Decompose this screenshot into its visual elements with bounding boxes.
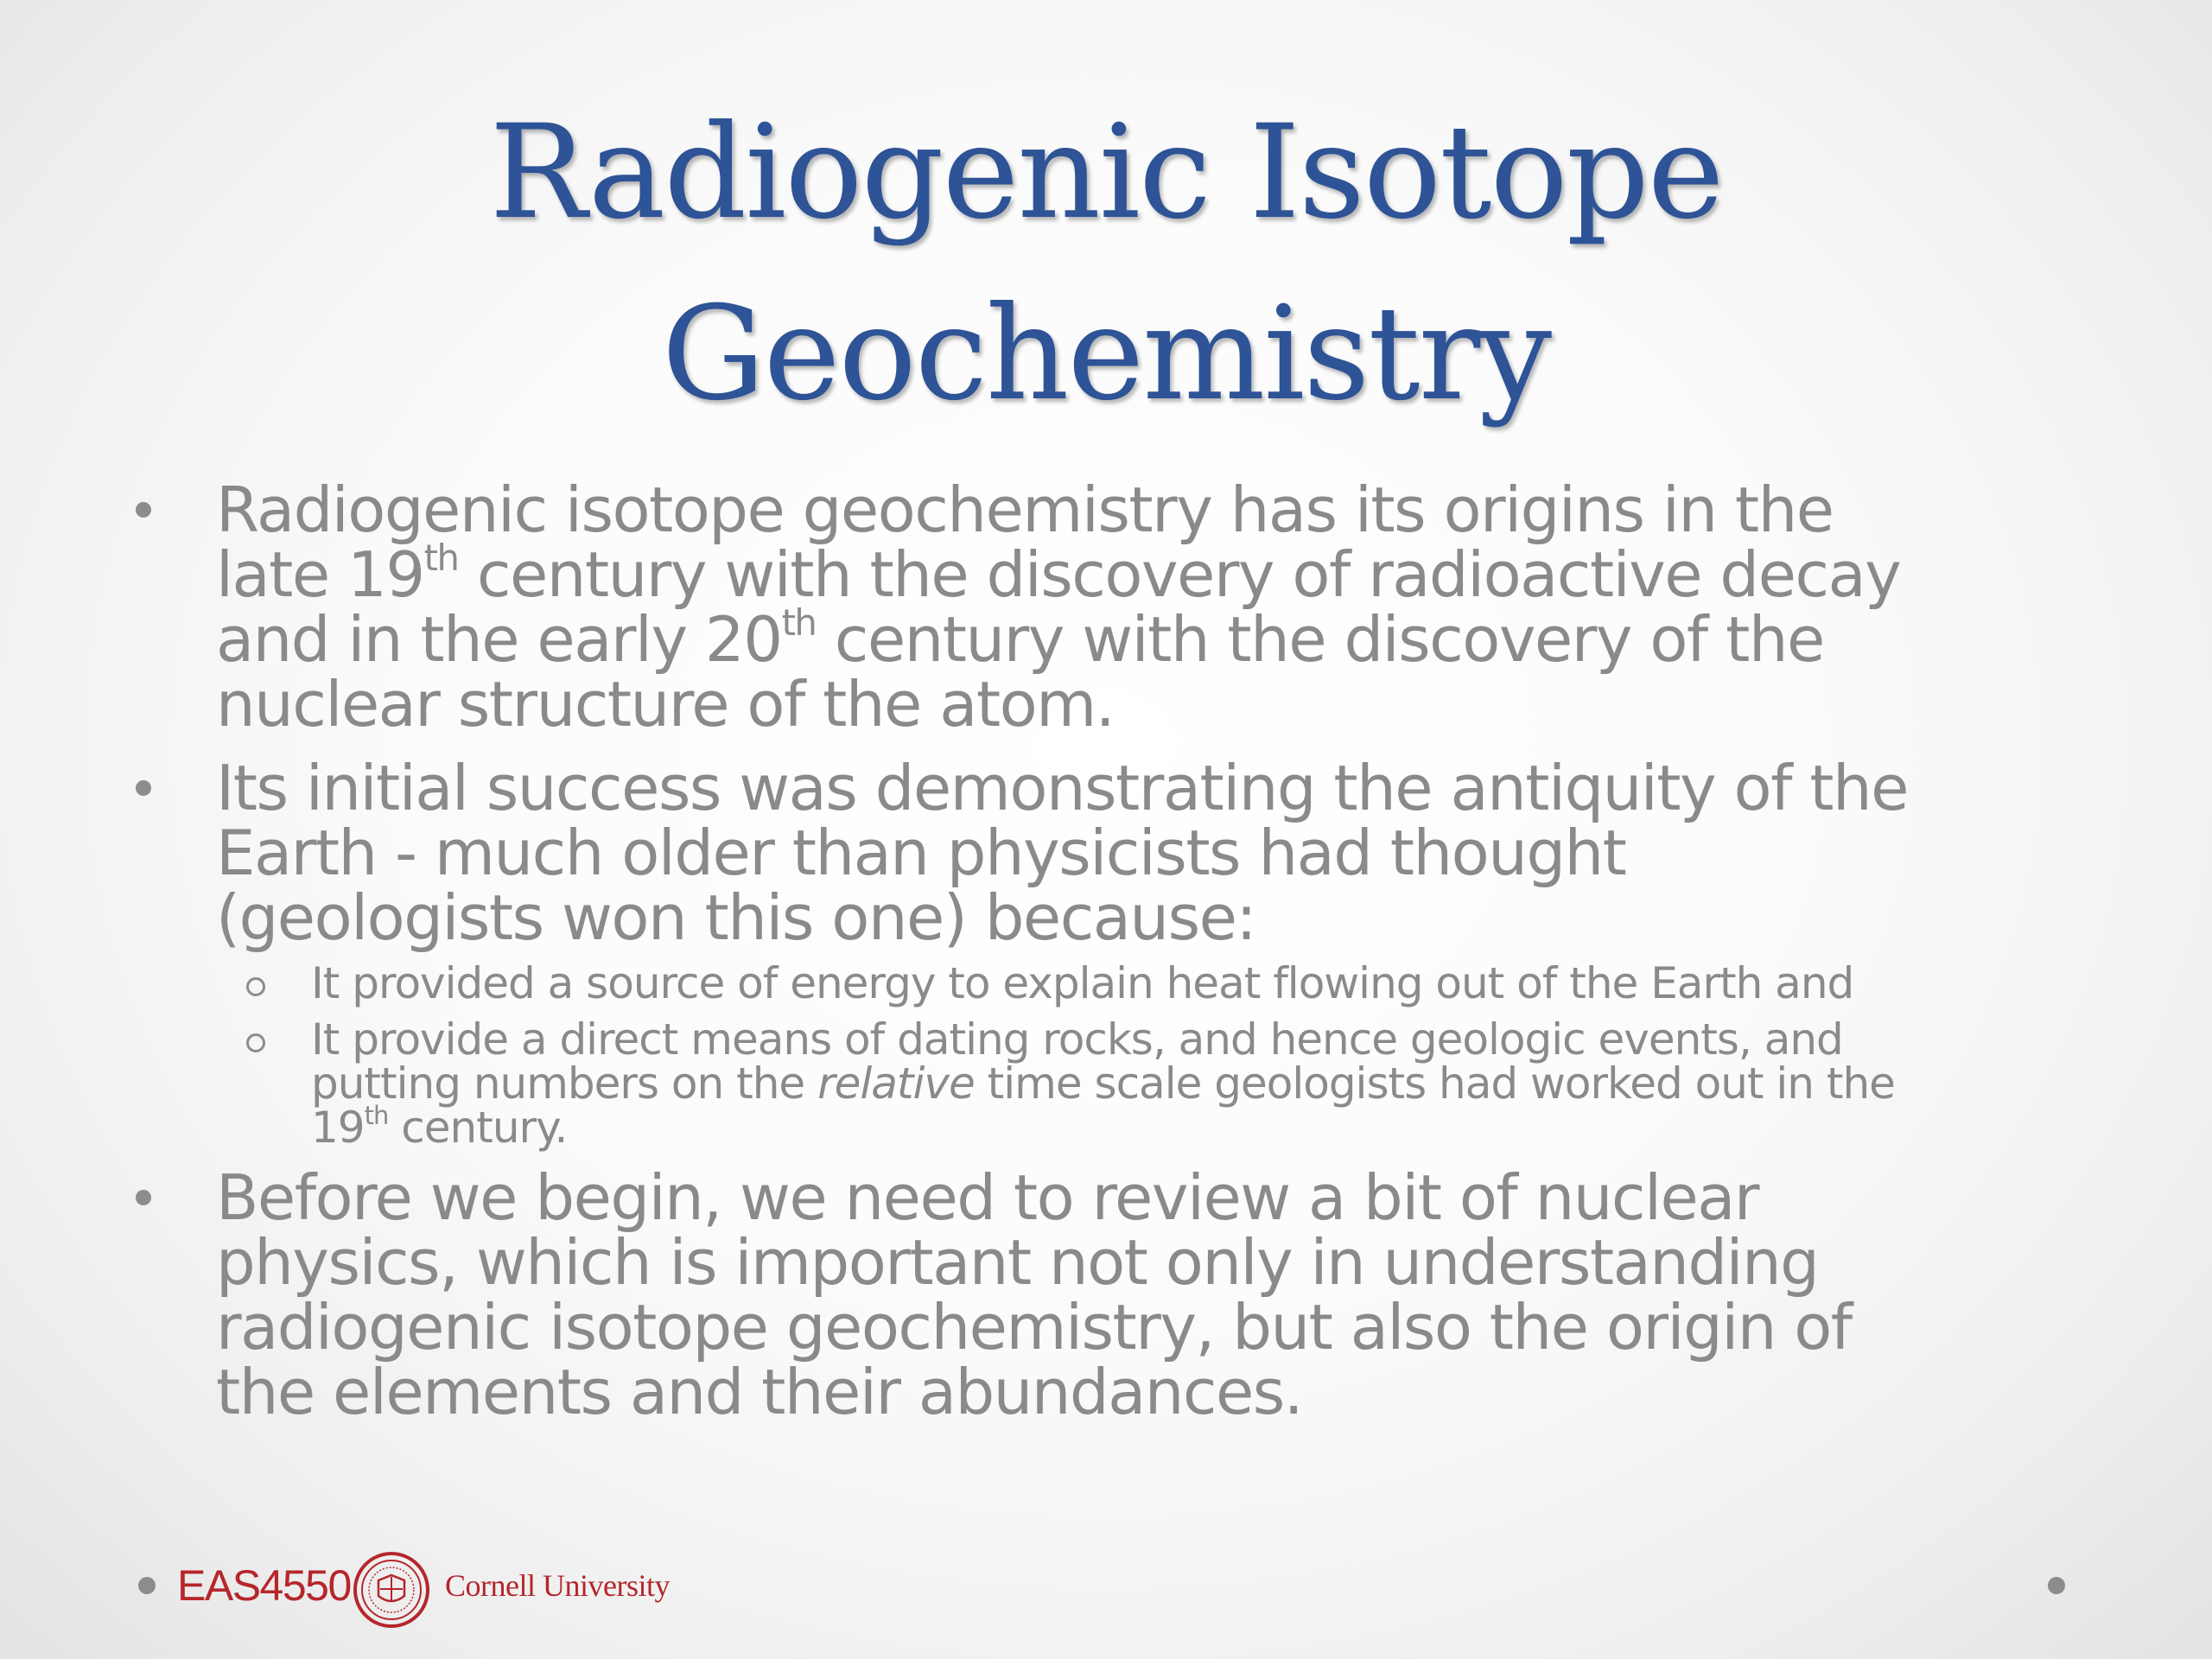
- footer-left-dot-icon: [138, 1577, 156, 1594]
- bullet-1-line-3: and in the early 20th century with the discovery of the: [216, 601, 1824, 676]
- sub-bullet-2-line-1: It provide a direct means of dating rocks, and hence geologic events, and: [311, 1014, 1843, 1065]
- sub-bullet-circle-icon: [246, 977, 265, 996]
- bullet-dot-icon: [136, 502, 151, 518]
- slide-title-line-1: Radiogenic Isotope: [489, 98, 1723, 248]
- slide-title-line-2: Geochemistry: [661, 279, 1551, 429]
- footer-right-dot-icon: [2048, 1577, 2065, 1594]
- bullet-2-line-3: (geologists won this one) because:: [216, 881, 1256, 954]
- bullet-3-line-2: physics, which is important not only in understanding: [216, 1226, 1819, 1299]
- bullet-3-line-4: the elements and their abundances.: [216, 1356, 1303, 1428]
- sub-bullet-circle-icon: [246, 1033, 265, 1052]
- bullet-dot-icon: [136, 1190, 151, 1205]
- bullet-1-line-1: Radiogenic isotope geochemistry has its origins in the: [216, 474, 1834, 546]
- slide-footer: [0, 1551, 2212, 1620]
- bullet-2-line-1: Its initial success was demonstrating the antiquity of the: [216, 752, 1908, 824]
- university-name: Cornell University: [445, 1568, 670, 1603]
- bullet-3-line-1: Before we begin, we need to review a bit of nuclear: [216, 1161, 1759, 1234]
- sub-bullet-2-line-2: putting numbers on the relative time scale geologists had worked out in the: [311, 1058, 1895, 1109]
- course-code: EAS4550: [177, 1561, 351, 1610]
- sub-bullet-1-line-1: It provided a source of energy to explain heat flowing out of the Earth and: [311, 958, 1854, 1008]
- bullet-2-line-2: Earth - much older than physicists had thought: [216, 817, 1626, 889]
- bullet-dot-icon: [136, 780, 151, 796]
- bullet-3-line-3: radiogenic isotope geochemistry, but also the origin of: [216, 1291, 1852, 1363]
- cornell-seal-icon: [353, 1551, 430, 1629]
- sub-bullet-2-line-3: 19th century.: [311, 1101, 568, 1153]
- bullet-1-line-2: late 19th century with the discovery of radioactive decay: [216, 536, 1901, 611]
- bullet-1-line-4: nuclear structure of the atom.: [216, 668, 1115, 741]
